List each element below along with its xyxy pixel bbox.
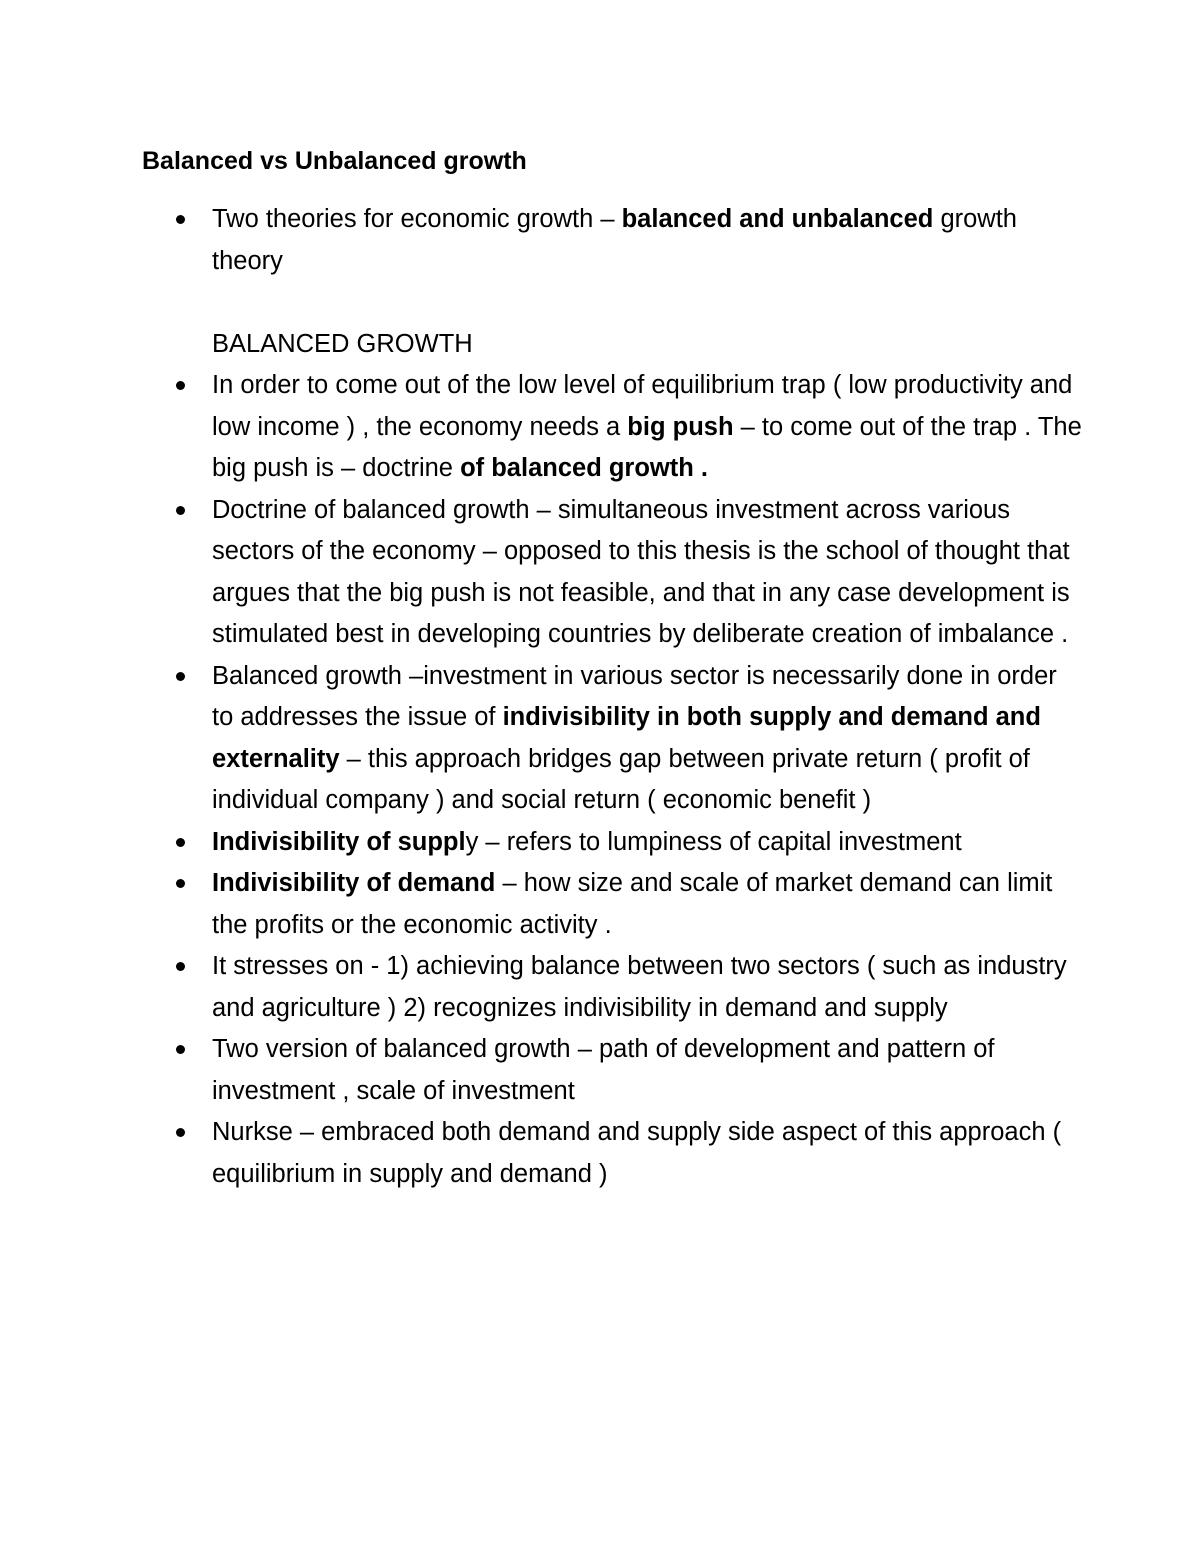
list-item <box>212 199 1082 282</box>
item-text: – to come out of the trap . The big push is – doctrine <box>212 412 1082 482</box>
bullet-list <box>212 199 1082 1195</box>
item-text: y – refers to lumpiness of capital investment <box>465 827 962 856</box>
item-text: In order to come out of the low level of equilibrium trap ( low productivity and low income ) , the economy needs a <box>212 371 1073 441</box>
list-item <box>212 1029 1082 1112</box>
item-bold-text: big push <box>627 412 734 441</box>
item-text: – how size and scale of market demand can limit the profits or the economic activity . <box>212 869 1053 939</box>
item-text: It stresses on - 1) achieving balance between two sectors ( such as industry and agriculture ) 2) recognizes indivisibility in demand and supply <box>212 952 1067 1022</box>
item-text: Doctrine of balanced growth – simultaneous investment across various sectors of the economy – opposed to this thesis is the school of thought that argues that the big push is not feasible, and that in any case development is stimulated best in developing countries by deliberate creation of imbalance . <box>212 495 1070 648</box>
list-item <box>212 365 1082 490</box>
item-text: Two theories for economic growth – <box>212 205 622 233</box>
item-bold-text: balanced and unbalanced <box>621 205 934 233</box>
item-bold-text: indivisibility in both supply and demand and externality <box>212 703 1041 773</box>
list-item <box>212 1112 1082 1195</box>
section-heading: BALANCED GROWTH <box>212 329 473 358</box>
item-text: Nurkse – embraced both demand and supply side aspect of this approach ( equilibrium in supply and demand ) <box>212 1118 1062 1188</box>
item-bold-text: Indivisibility of demand <box>212 869 496 897</box>
item-text: Balanced growth –investment in various sector is necessarily done in order to addresses the issue of <box>212 661 1057 731</box>
list-item <box>212 490 1082 656</box>
item-bold-text: Indivisibility of suppl <box>212 827 466 856</box>
document-title: Balanced vs Unbalanced growth <box>142 147 527 175</box>
item-text: – this approach bridges gap between private return ( profit of individual company ) and social return ( economic benefit ) <box>212 744 1030 814</box>
list-item <box>212 863 1082 946</box>
item-text: Two version of balanced growth – path of development and pattern of investment , scale of investment <box>212 1035 995 1105</box>
item-text: growth theory <box>212 205 1017 275</box>
list-item <box>212 822 1082 864</box>
list-item <box>212 946 1082 1029</box>
list-item <box>212 656 1082 822</box>
item-bold-text: of balanced growth . <box>460 454 709 482</box>
